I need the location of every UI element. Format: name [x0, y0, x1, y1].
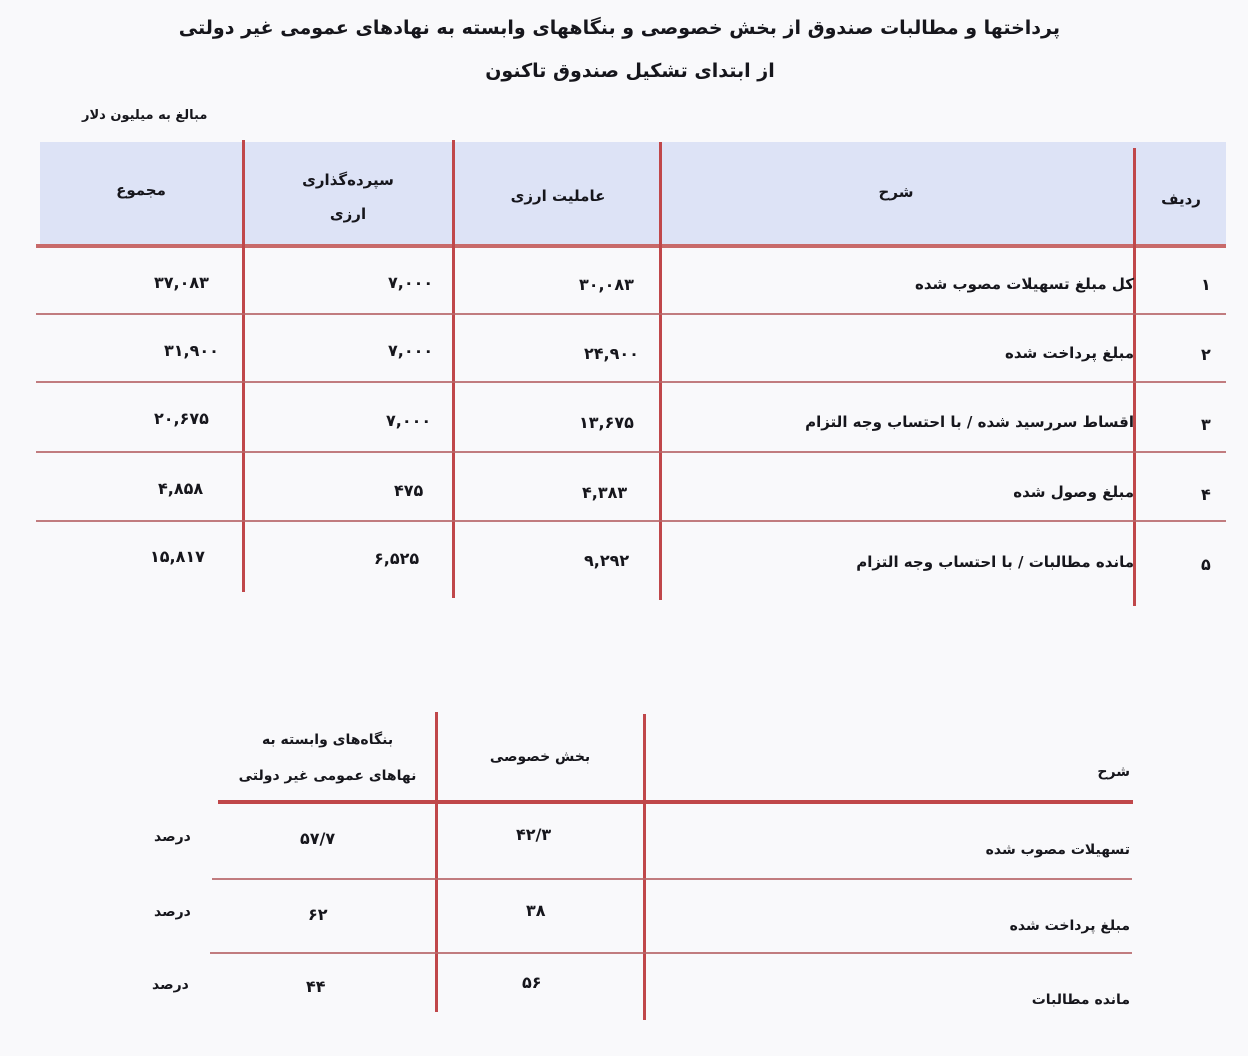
total-cell: ۲۰,۶۷۵ [154, 408, 209, 428]
currency-agency-cell: ۲۴,۹۰۰ [584, 343, 639, 363]
total-cell: ۳۷,۰۸۳ [154, 272, 209, 292]
share-percentage-table [140, 712, 1140, 1032]
header-currency-deposit: سپرده‌گذاری ارزی [302, 171, 394, 223]
column-divider [452, 140, 455, 598]
affiliated-percent-cell: ۵۷/۷ [300, 828, 336, 848]
percent-unit-label: درصد [152, 977, 189, 993]
currency-deposit-cell: ۷,۰۰۰ [388, 272, 434, 292]
currency-agency-cell: ۱۳,۶۷۵ [579, 412, 634, 432]
header-affiliated-enterprises: بنگاه‌های وابسته به نهاهای عمومی غیر دولتی [238, 732, 417, 784]
total-cell: ۴,۸۵۸ [158, 478, 204, 498]
private-percent-cell: ۵۶ [522, 972, 542, 992]
row-number-cell: ۲ [1201, 344, 1211, 364]
percent-unit-label: درصد [154, 904, 191, 920]
currency-deposit-cell: ۷,۰۰۰ [388, 340, 434, 360]
private-percent-cell: ۳۸ [526, 900, 546, 920]
column-divider [659, 142, 662, 600]
description-cell: مانده مطالبات [1031, 992, 1130, 1008]
header-row-no: ردیف [1161, 190, 1201, 208]
description-cell: مبلغ وصول شده [1013, 483, 1134, 501]
description-cell: کل مبلغ تسهیلات مصوب شده [915, 275, 1134, 293]
header-currency-agency: عاملیت ارزی [510, 187, 606, 205]
total-cell: ۱۵,۸۱۷ [150, 546, 205, 566]
percent-unit-label: درصد [154, 829, 191, 845]
description-cell: مبلغ پرداخت شده [1009, 918, 1130, 934]
description-cell: مبلغ پرداخت شده [1005, 344, 1134, 362]
row-divider [210, 952, 1132, 954]
column-divider [643, 714, 646, 1020]
affiliated-percent-cell: ۶۲ [308, 904, 328, 924]
row-number-cell: ۱ [1201, 274, 1211, 294]
document-subtitle: از ابتدای تشکیل صندوق تاکنون [485, 60, 775, 82]
affiliated-percent-cell: ۴۴ [306, 976, 326, 996]
header-description: شرح [878, 183, 914, 201]
column-divider [242, 140, 245, 592]
private-percent-cell: ۴۲/۳ [516, 824, 552, 844]
currency-agency-cell: ۴,۳۸۳ [582, 482, 628, 502]
payments-table [36, 140, 1226, 600]
row-divider [212, 878, 1132, 880]
unit-note: مبالغ به میلیون دلار [82, 108, 208, 123]
description-cell: مانده مطالبات / با احتساب وجه التزام [856, 553, 1134, 571]
header-private-sector: بخش خصوصی [489, 749, 591, 765]
description-cell: تسهیلات مصوب شده [985, 842, 1130, 858]
header-divider [218, 800, 1133, 804]
document-title: پرداختها و مطالبات صندوق از بخش خصوصی و بنگاههای وابسته به نهادهای عمومی غیر دولتی [178, 17, 1060, 39]
row-number-cell: ۳ [1201, 414, 1211, 434]
header-divider [36, 244, 1226, 248]
column-divider [435, 712, 438, 1012]
currency-agency-cell: ۹,۲۹۲ [584, 550, 630, 570]
description-cell: اقساط سررسید شده / با احتساب وجه التزام [805, 413, 1134, 431]
row-number-cell: ۴ [1201, 484, 1211, 504]
currency-deposit-cell: ۶,۵۲۵ [374, 548, 420, 568]
total-cell: ۳۱,۹۰۰ [164, 340, 219, 360]
header-total: مجموع [116, 181, 166, 199]
currency-deposit-cell: ۷,۰۰۰ [386, 410, 432, 430]
currency-agency-cell: ۳۰,۰۸۳ [579, 274, 634, 294]
row-number-cell: ۵ [1201, 554, 1211, 574]
header-description: شرح [1097, 764, 1130, 780]
currency-deposit-cell: ۴۷۵ [394, 480, 424, 500]
